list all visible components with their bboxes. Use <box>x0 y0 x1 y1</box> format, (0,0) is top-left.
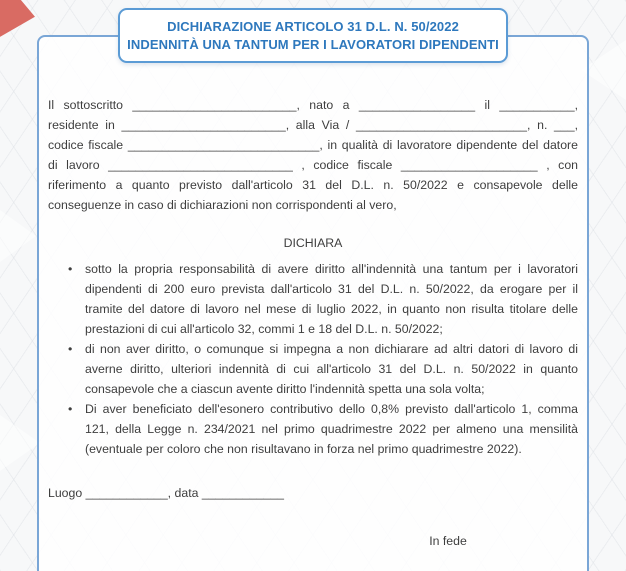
bullet-icon: • <box>68 262 73 276</box>
background-pattern-triangle <box>0 210 36 262</box>
bullet-icon: • <box>68 402 73 416</box>
signature-label: In fede <box>429 534 467 548</box>
list-item-text: sotto la propria responsabilità di avere diritto all'indennità una tantum per i lavoratori dipendenti di 200 euro prevista dall'articolo 31 del D.L. n. 50/2022, da erogare per il tramite del datore di lavoro nel mese di luglio 2022, in quanto non risulta titolare delle prestazioni di cui all'articolo 32, commi 1 e 18 del D.L. n. 50/2022; <box>85 262 578 336</box>
corner-accent-triangle <box>0 0 38 38</box>
place-date-line: Luogo ____________, data ____________ <box>48 486 284 500</box>
list-item-text: di non aver diritto, o comunque si impegna a non dichiarare ad altri datori di lavoro di averne diritto, ulteriori indennità di cui all'articolo 31 del D.L. n. 50/2022 in quanto consapevole che a ciascun avente diritto l'indennità spetta una sola volta; <box>85 342 578 396</box>
background-pattern-triangle <box>0 415 40 471</box>
document-content <box>48 95 578 551</box>
list-item <box>48 339 578 399</box>
list-item <box>48 399 578 459</box>
list-item-text: Di aver beneficiato dell'esonero contributivo dello 0,8% previsto dall'articolo 1, comma 121, della Legge n. 234/2021 nel primo quadrimestre 2022 per almeno una mensilità (eventuale per coloro che non risultavano in forza nel primo quadrimestre 2022). <box>85 402 578 456</box>
declaration-heading: DICHIARA <box>283 236 343 250</box>
document-title-line2: INDENNITÀ UNA TANTUM PER I LAVORATORI DIPENDENTI <box>127 36 499 52</box>
declaration-list <box>48 259 578 459</box>
intro-paragraph: Il sottoscritto ________________________, nato a _________________ il ___________, residente in ________________________, alla Via / _________________________, n. ___, codice fiscale ____________________________, in qualità di lavoratore dipendente del datore di lavoro ___________________________ , codice fiscale ____________________ , con riferimento a quanto previsto dall'articolo 31 del D.L. n. 50/2022 e consapevole delle conseguenze in caso di dichiarazioni non corrispondenti al vero, <box>48 98 578 212</box>
document-title-box <box>118 8 508 63</box>
list-item <box>48 259 578 339</box>
bullet-icon: • <box>68 342 73 356</box>
document-title-line1: DICHIARAZIONE ARTICOLO 31 D.L. N. 50/2022 <box>167 18 459 34</box>
